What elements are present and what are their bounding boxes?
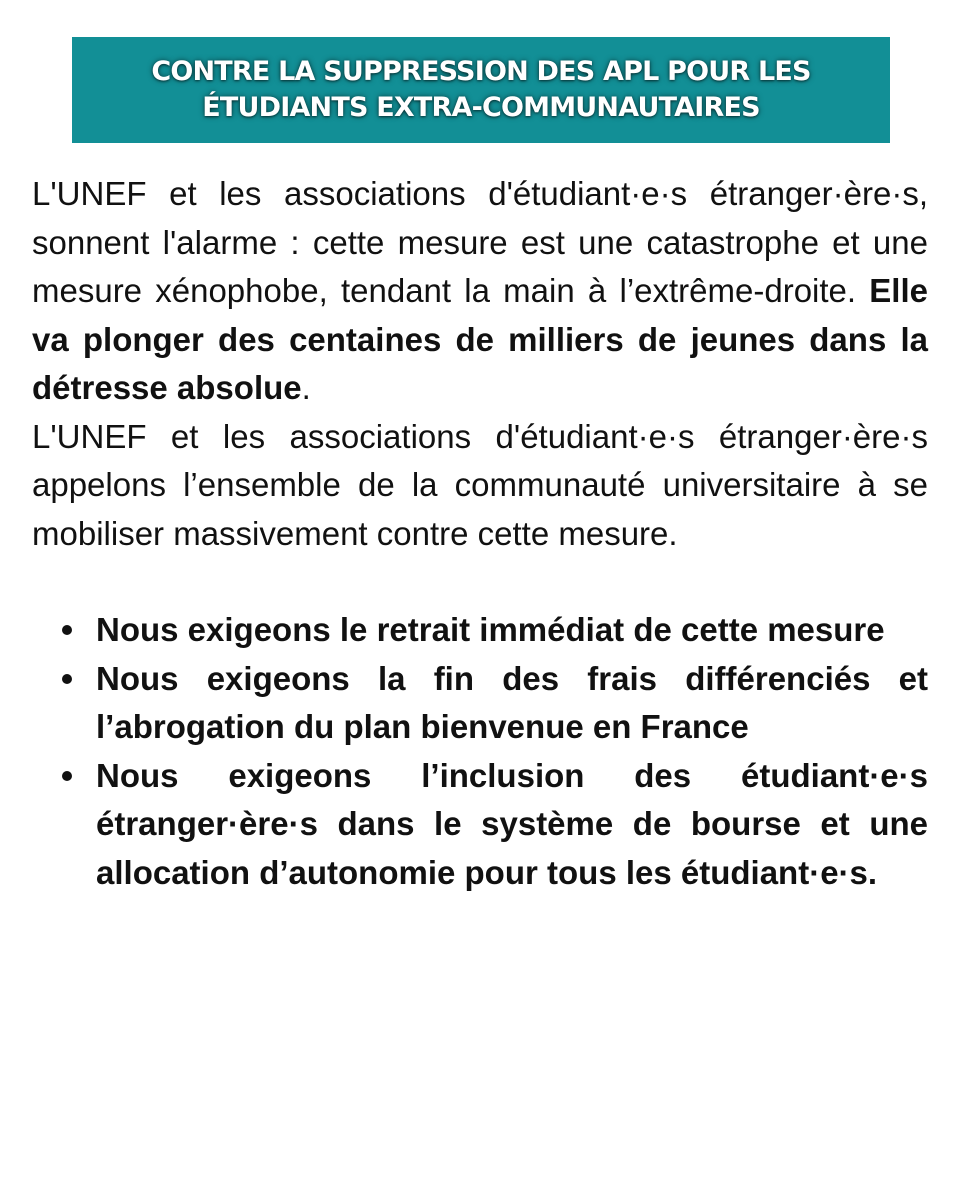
statement-paragraph-2: L'UNEF et les associations d'étudiant·e·s étranger·ère·s appelons l’ensemble de la communauté universitaire à se mobiliser massivement contre cette mesure.: [32, 417, 928, 552]
demand-text-1: Nous exigeons le retrait immédiat de cette mesure: [96, 611, 885, 648]
title-line-2: ÉTUDIANTS EXTRA-COMMUNAUTAIRES: [202, 92, 760, 123]
title-banner: [72, 37, 890, 143]
demand-text-2: Nous exigeons la fin des frais différenciés et l’abrogation du plan bienvenue en France: [96, 659, 928, 745]
bullet-icon: [62, 625, 72, 635]
demand-text-3: Nous exigeons l’inclusion des étudiant·e·s étranger·ère·s dans le système de bourse et une allocation d’autonomie pour tous les étudiant·e·s.: [96, 756, 928, 891]
demand-item-1: [32, 606, 928, 655]
demand-item-3: [32, 752, 928, 898]
paragraph-1-text: L'UNEF et les associations d'étudiant·e·s étranger·ère·s, sonnent l'alarme : cette mesure est une catastrophe et une mesure xénophobe, tendant la main à l’extrême-droite.: [32, 175, 928, 309]
demands-list: [32, 606, 928, 897]
paragraph-1-bold-text: Elle va plonger des centaines de milliers de jeunes dans la détresse absolue: [32, 272, 928, 406]
statement-paragraph-1: [32, 170, 928, 413]
section-spacer: [32, 558, 928, 606]
paragraph-1-end: .: [301, 369, 311, 406]
title-line-1: CONTRE LA SUPPRESSION DES APL POUR LES: [151, 56, 811, 87]
page-title: [151, 54, 810, 126]
bullet-icon: [62, 771, 72, 781]
demand-item-2: [32, 655, 928, 752]
statement-body: [32, 170, 928, 897]
bullet-icon: [62, 674, 72, 684]
